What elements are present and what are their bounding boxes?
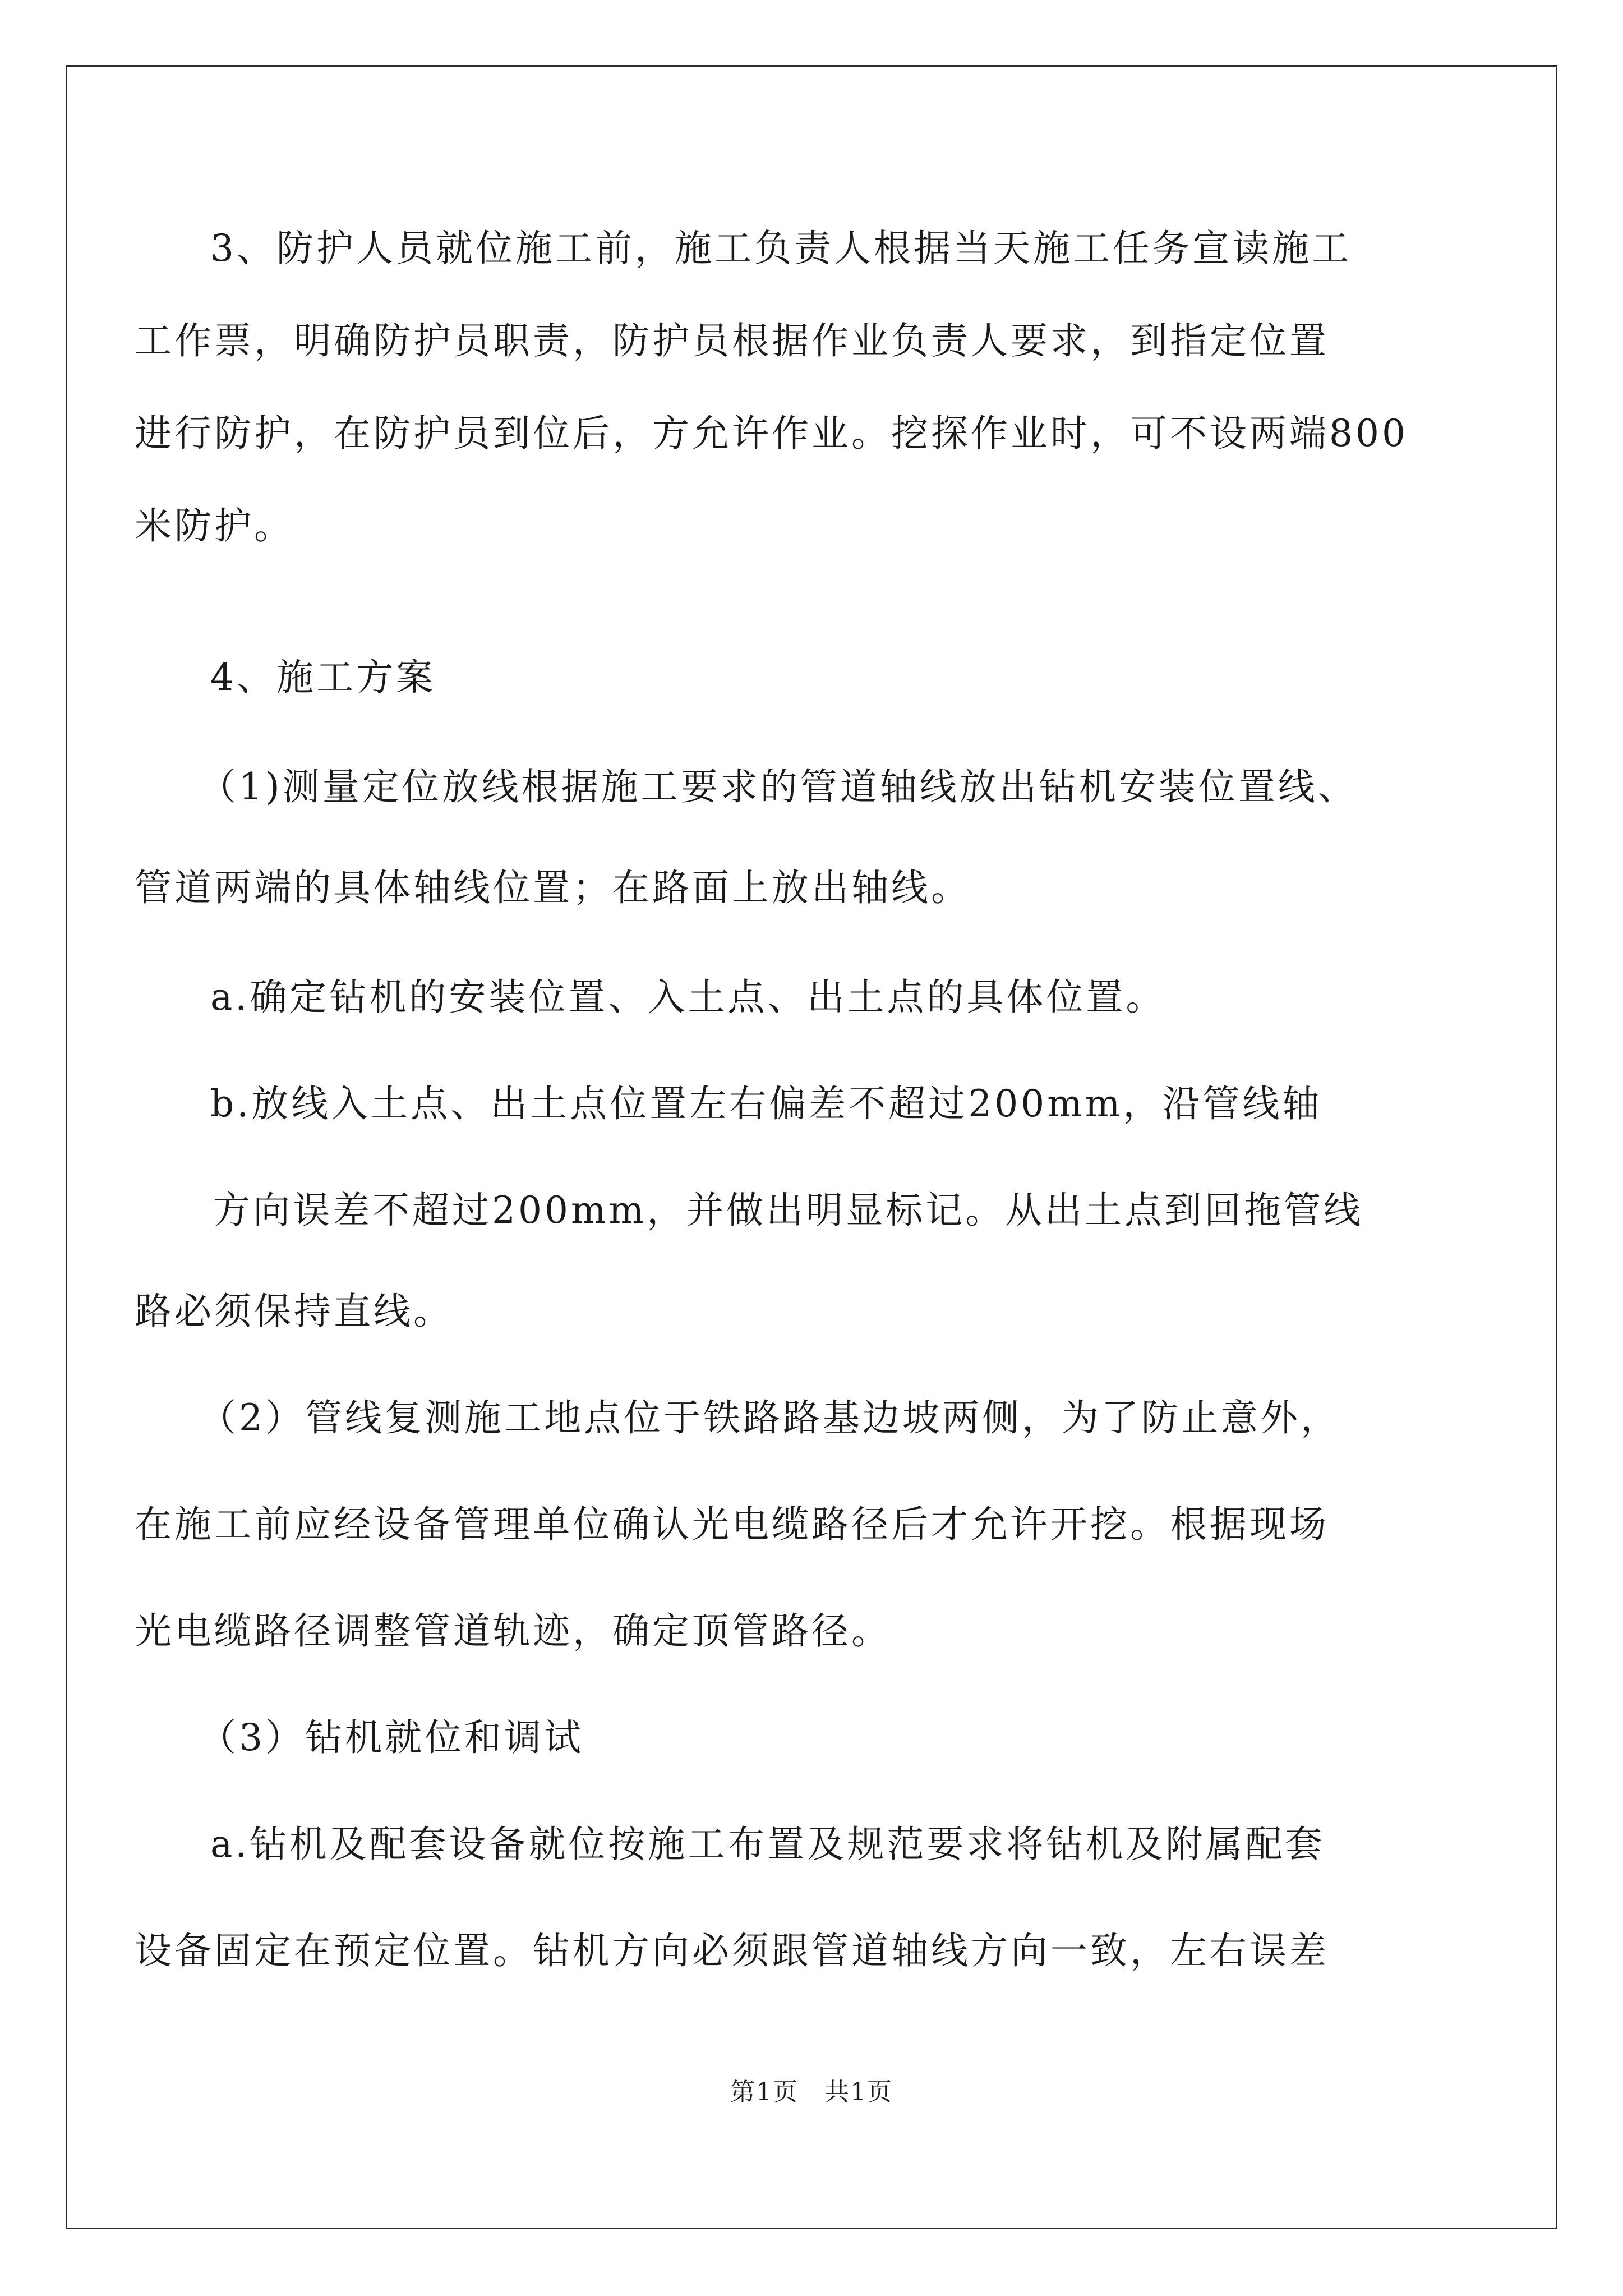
paragraph-line: 3、防护人员就位施工前，施工负责人根据当天施工任务宣读施工 — [210, 227, 1352, 270]
paragraph-line: 路必须保持直线。 — [135, 1290, 453, 1333]
subsection-heading: （3）钻机就位和调试 — [199, 1716, 584, 1759]
paragraph-line: （1)测量定位放线根据施工要求的管道轴线放出钻机安装位置线、 — [199, 765, 1358, 808]
page-border — [66, 65, 1557, 2229]
paragraph-line: 光电缆路径调整管道轨迹，确定顶管路径。 — [135, 1609, 891, 1653]
paragraph-line: 工作票，明确防护员职责，防护员根据作业负责人要求，到指定位置 — [135, 319, 1329, 362]
paragraph-line: a.钻机及配套设备就位按施工布置及规范要求将钻机及附属配套 — [210, 1823, 1325, 1866]
paragraph-line: （2）管线复测施工地点位于铁路路基边坡两侧，为了防止意外， — [199, 1396, 1340, 1439]
paragraph-line: 在施工前应经设备管理单位确认光电缆路径后才允许开挖。根据现场 — [135, 1503, 1329, 1546]
section-heading: 4、施工方案 — [210, 656, 436, 699]
paragraph-line: 管道两端的具体轴线位置；在路面上放出轴线。 — [135, 866, 971, 909]
paragraph-line: 方向误差不超过200mm，并做出明显标记。从出土点到回拖管线 — [213, 1189, 1364, 1232]
paragraph-line: 设备固定在预定位置。钻机方向必须跟管道轴线方向一致，左右误差 — [135, 1929, 1329, 1972]
paragraph-line: a.确定钻机的安装位置、入土点、出土点的具体位置。 — [210, 976, 1166, 1019]
paragraph-line: b.放线入土点、出土点位置左右偏差不超过200mm，沿管线轴 — [210, 1082, 1322, 1125]
paragraph-line: 米防护。 — [135, 504, 294, 547]
page-footer: 第1页 共1页 — [730, 2078, 893, 2106]
paragraph-line: 进行防护，在防护员到位后，方允许作业。挖探作业时，可不设两端800 — [135, 412, 1408, 455]
